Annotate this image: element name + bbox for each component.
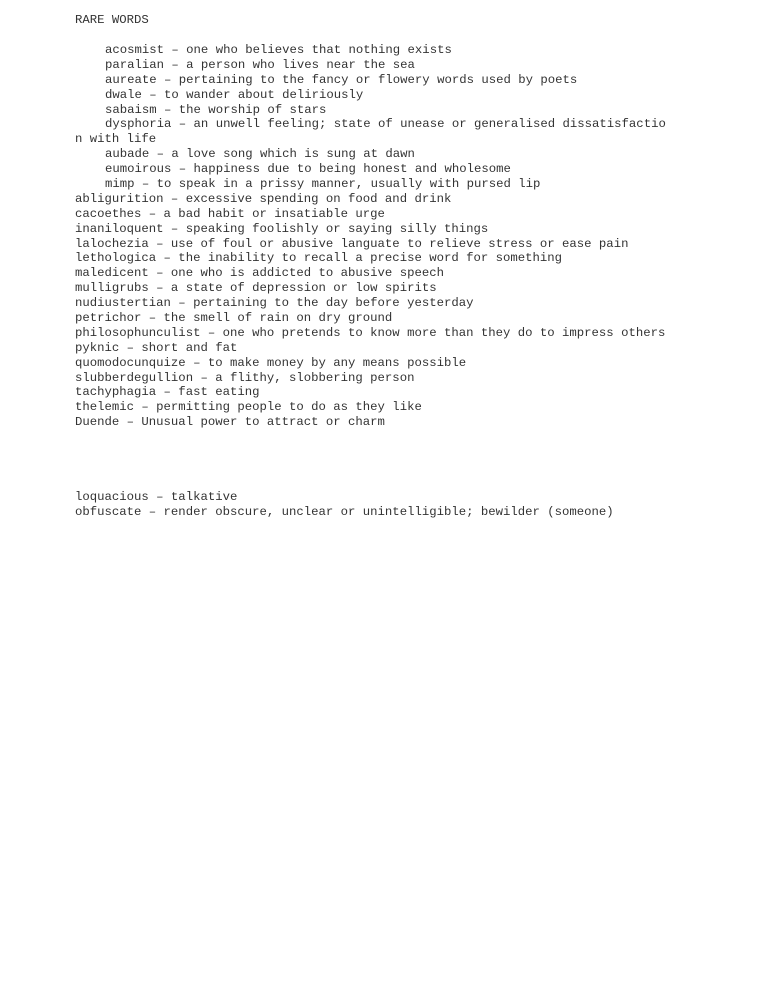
list-item: mimp – to speak in a prissy manner, usually with pursed lip xyxy=(105,177,541,192)
list-item: acosmist – one who believes that nothing exists xyxy=(105,43,452,57)
list-item: inaniloquent – speaking foolishly or saying silly things xyxy=(75,221,489,236)
list-item: dwale – to wander about deliriously xyxy=(105,87,364,102)
list-item: aubade – a love song which is sung at dawn xyxy=(105,147,415,162)
list-item-wrap-continuation: n with life xyxy=(75,132,157,147)
list-item: pyknic – short and fat xyxy=(75,340,238,355)
list-item: philosophunculist – one who pretends to know more than they do to impress others xyxy=(75,325,666,340)
list-item: thelemic – permitting people to do as they like xyxy=(75,400,422,415)
list-item: lethologica – the inability to recall a precise word for something xyxy=(75,251,563,266)
word-list-primary xyxy=(75,43,695,430)
list-item: petrichor – the smell of rain on dry ground xyxy=(75,311,393,326)
list-item: slubberdegullion – a flithy, slobbering person xyxy=(75,370,415,385)
list-item: aureate – pertaining to the fancy or flowery words used by poets xyxy=(105,72,578,87)
list-item: mulligrubs – a state of depression or low spirits xyxy=(75,281,437,296)
list-item: Duende – Unusual power to attract or charm xyxy=(75,415,385,430)
list-item: cacoethes – a bad habit or insatiable urge xyxy=(75,206,385,221)
list-item: sabaism – the worship of stars xyxy=(105,102,327,117)
list-item: loquacious – talkative xyxy=(75,490,238,504)
document-title: RARE WORDS xyxy=(75,13,149,27)
list-item: maledicent – one who is addicted to abusive speech xyxy=(75,266,444,281)
list-item: nudiustertian – pertaining to the day before yesterday xyxy=(75,296,474,311)
list-item: tachyphagia – fast eating xyxy=(75,385,260,400)
list-item: dysphoria – an unwell feeling; state of unease or generalised dissatisfactio xyxy=(105,117,666,132)
list-item: paralian – a person who lives near the sea xyxy=(105,57,415,72)
list-item: quomodocunquize – to make money by any means possible xyxy=(75,355,467,370)
list-item: eumoirous – happiness due to being honest and wholesome xyxy=(105,162,511,177)
list-item: lalochezia – use of foul or abusive languate to relieve stress or ease pain xyxy=(75,236,629,251)
list-item: abligurition – excessive spending on food and drink xyxy=(75,191,452,206)
word-list-secondary xyxy=(75,490,695,520)
list-item: obfuscate – render obscure, unclear or unintelligible; bewilder (someone) xyxy=(75,504,614,519)
